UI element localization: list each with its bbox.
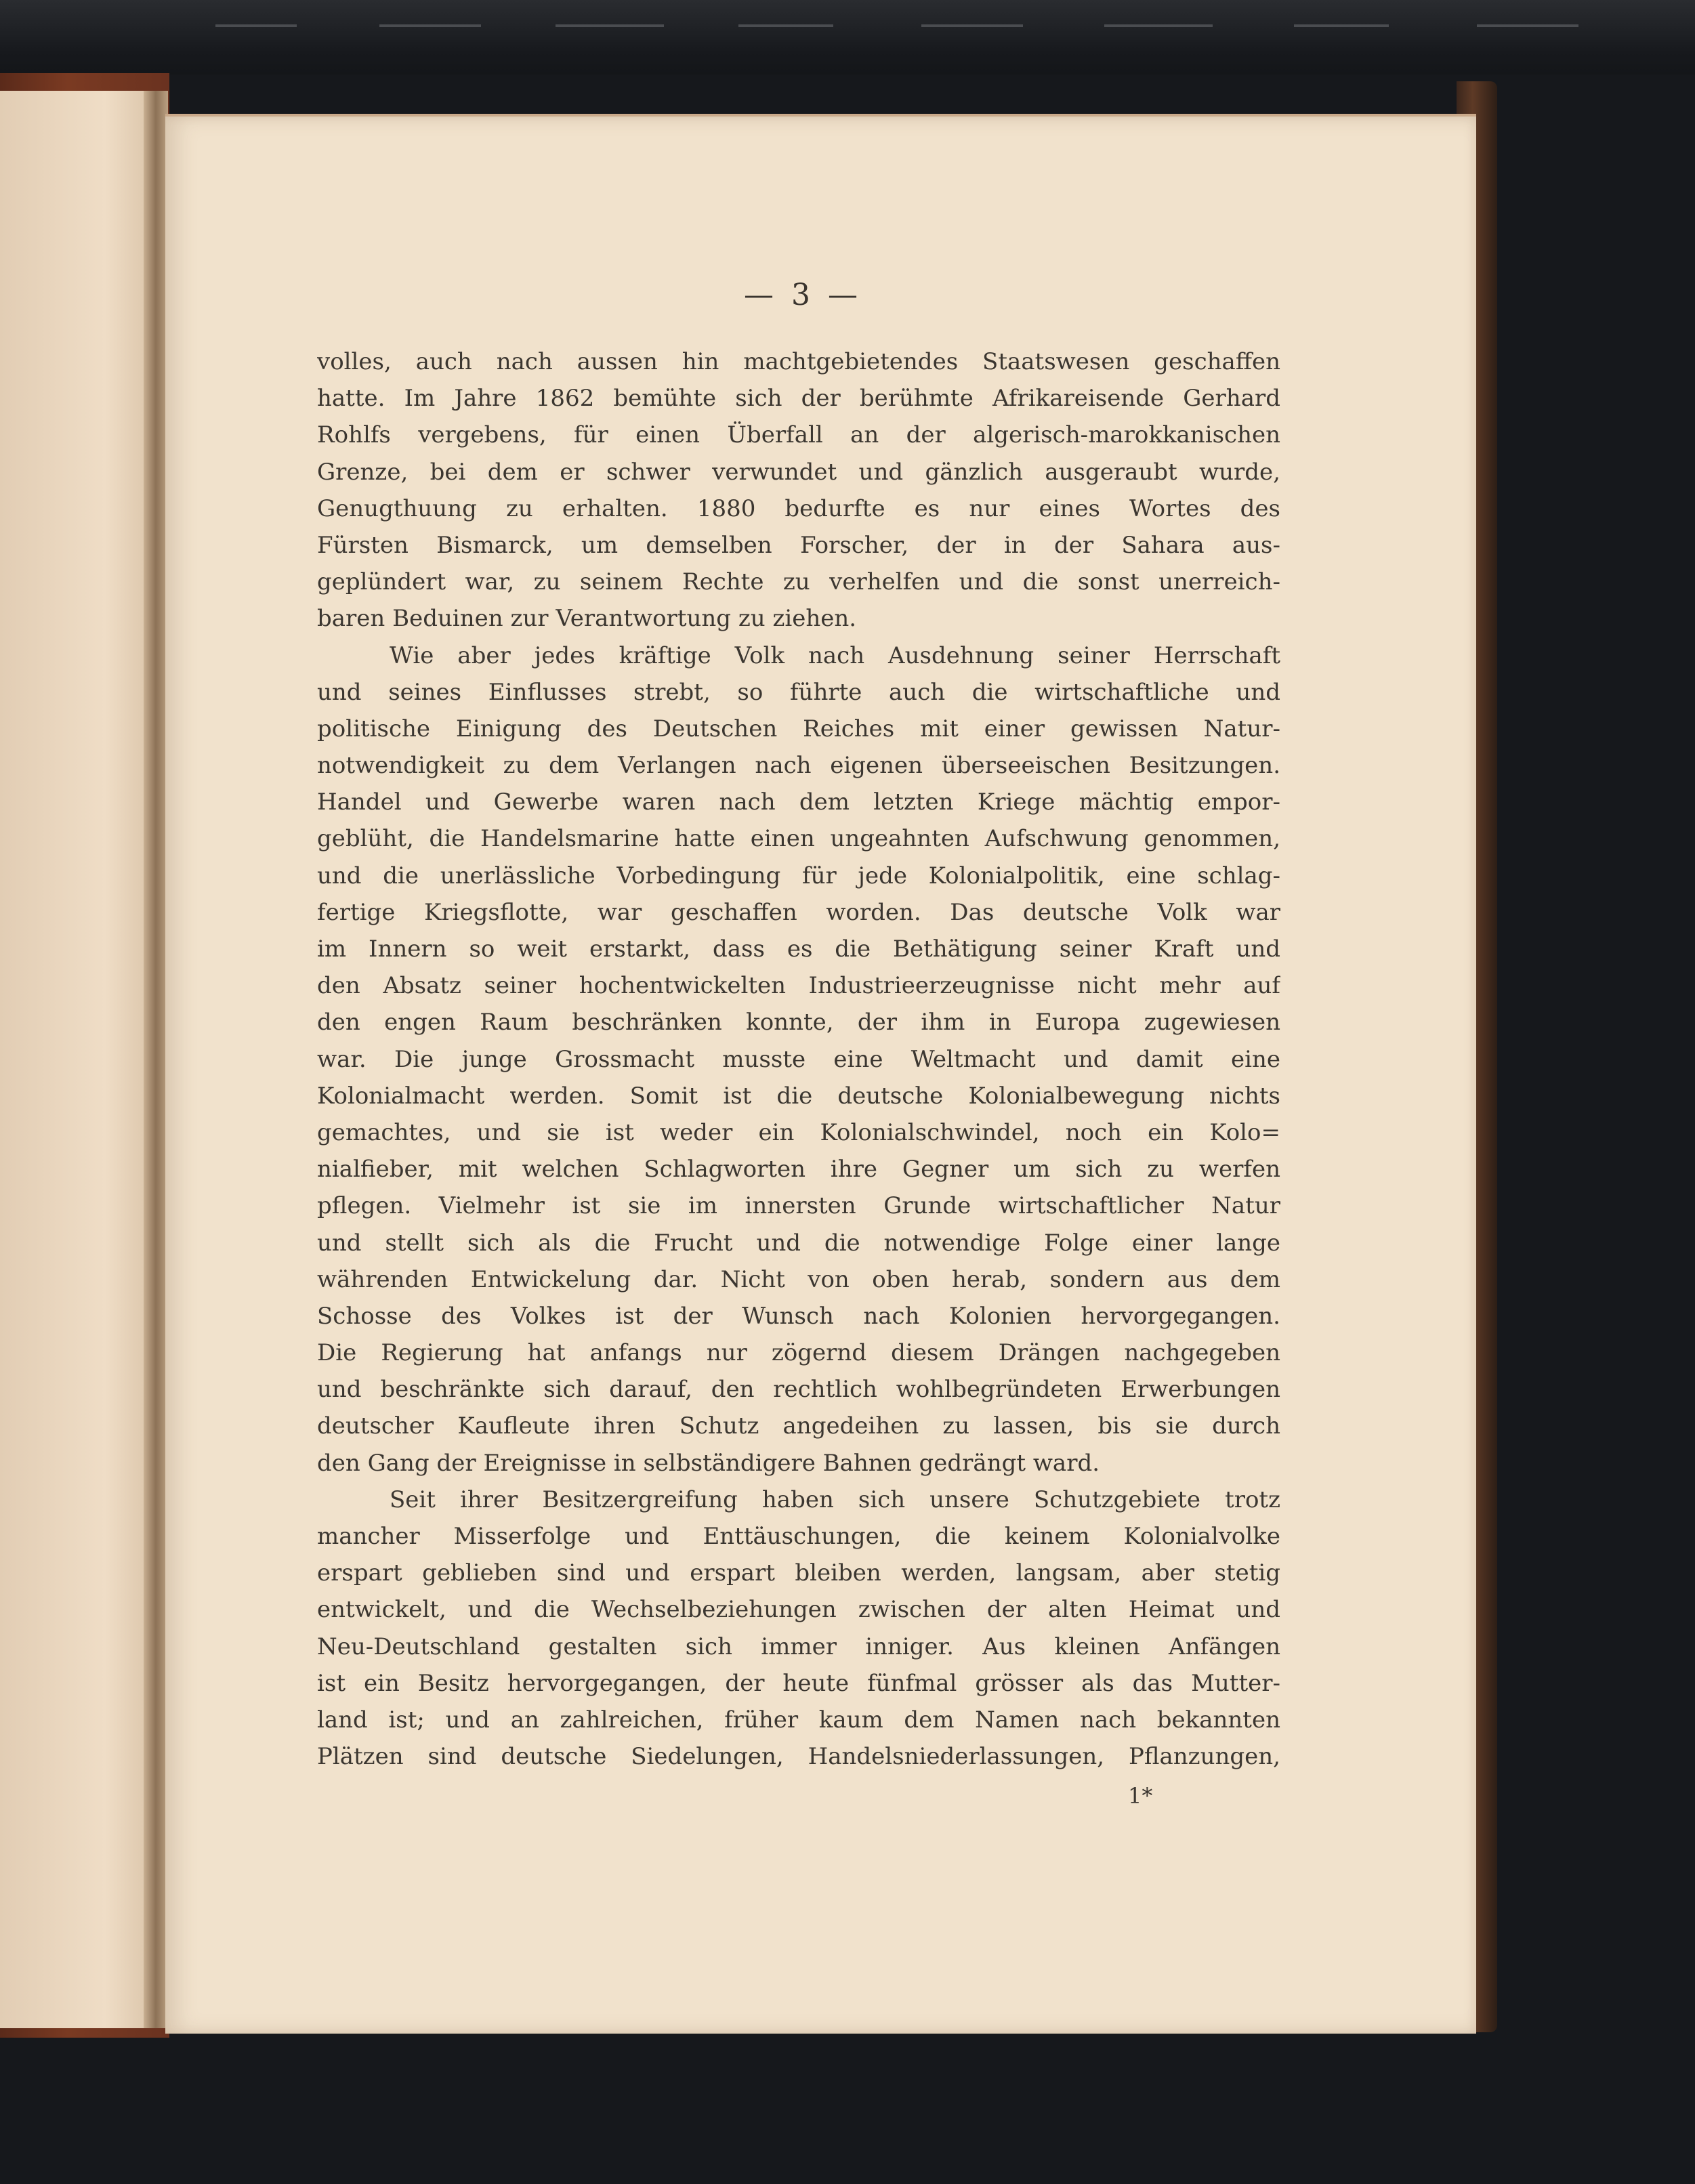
scan-mark xyxy=(1477,24,1578,27)
text-line: volles, auch nach aussen hin machtgebietendes Staatswesen geschaffen xyxy=(317,348,1280,375)
text-line: Seit ihrer Besitzergreifung haben sich unsere Schutzgebiete trotz xyxy=(390,1486,1280,1513)
text-line: gemachtes, und sie ist weder ein Kolonialschwindel, noch ein Kolo= xyxy=(317,1118,1280,1146)
text-line: war. Die junge Grossmacht musste eine Weltmacht und damit eine xyxy=(317,1045,1280,1073)
text-line: den Gang der Ereignisse in selbständigere Bahnen gedrängt ward. xyxy=(317,1449,1100,1477)
scan-mark xyxy=(1104,24,1213,27)
text-line: entwickelt, und die Wechselbeziehungen zwischen der alten Heimat und xyxy=(317,1596,1280,1624)
text-line: den Absatz seiner hochentwickelten Industrieerzeugnisse nicht mehr auf xyxy=(317,972,1280,1000)
scan-mark xyxy=(379,24,481,27)
text-line: Fürsten Bismarck, um demselben Forscher, der in der Sahara aus- xyxy=(317,531,1280,559)
text-line: fertige Kriegsflotte, war geschaffen worden. Das deutsche Volk war xyxy=(317,898,1280,926)
text-line: deutscher Kaufleute ihren Schutz angedeihen zu lassen, bis sie durch xyxy=(317,1412,1280,1440)
text-line: und seines Einflusses strebt, so führte auch die wirtschaftliche und xyxy=(317,678,1280,706)
text-line: baren Beduinen zur Verantwortung zu ziehen. xyxy=(317,605,857,633)
text-line: Grenze, bei dem er schwer verwundet und gänzlich ausgeraubt wurde, xyxy=(317,458,1280,486)
text-line: mancher Misserfolge und Enttäuschungen, die keinem Kolonialvolke xyxy=(317,1523,1280,1550)
text-line: Rohlfs vergebens, für einen Überfall an der algerisch-marokkanischen xyxy=(317,421,1280,449)
text-line: ist ein Besitz hervorgegangen, der heute fünfmal grösser als das Mutter- xyxy=(317,1669,1280,1697)
text-line: Neu-Deutschland gestalten sich immer inniger. Aus kleinen Anfängen xyxy=(317,1633,1280,1660)
scan-mark xyxy=(556,24,664,27)
page-number: — 3 — xyxy=(744,278,862,312)
text-line: Schosse des Volkes ist der Wunsch nach Kolonien hervorgegangen. xyxy=(317,1302,1280,1330)
book-gutter xyxy=(144,91,168,2028)
text-line: Die Regierung hat anfangs nur zögernd diesem Drängen nachgegeben xyxy=(317,1339,1280,1367)
signature-mark: 1* xyxy=(1128,1783,1153,1809)
body-text xyxy=(317,343,1280,1775)
text-line: geblüht, die Handelsmarine hatte einen ungeahnten Aufschwung genommen, xyxy=(317,825,1280,853)
text-line: Genugthuung zu erhalten. 1880 bedurfte es nur eines Wortes des xyxy=(317,495,1280,522)
text-line: geplündert war, zu seinem Rechte zu verhelfen und die sonst unerreich- xyxy=(317,568,1280,596)
text-line: Wie aber jedes kräftige Volk nach Ausdehnung seiner Herrschaft xyxy=(390,642,1280,669)
previous-page-edge xyxy=(0,91,150,2028)
text-line: politische Einigung des Deutschen Reiches mit einer gewissen Natur- xyxy=(317,715,1280,742)
text-line: im Innern so weit erstarkt, dass es die Bethätigung seiner Kraft und xyxy=(317,936,1280,963)
scan-mark xyxy=(738,24,833,27)
scan-mark xyxy=(921,24,1023,27)
text-line: pflegen. Vielmehr ist sie im innersten Grunde wirtschaftlicher Natur xyxy=(317,1192,1280,1220)
text-line: Handel und Gewerbe waren nach dem letzten Kriege mächtig empor- xyxy=(317,789,1280,816)
text-line: erspart geblieben sind und erspart bleiben werden, langsam, aber stetig xyxy=(317,1559,1280,1587)
scan-mark xyxy=(1294,24,1389,27)
text-line: nialfieber, mit welchen Schlagworten ihre Gegner um sich zu werfen xyxy=(317,1156,1280,1183)
text-line: Kolonialmacht werden. Somit ist die deutsche Kolonialbewegung nichts xyxy=(317,1082,1280,1110)
text-line: und stellt sich als die Frucht und die notwendige Folge einer lange xyxy=(317,1229,1280,1257)
text-line: und die unerlässliche Vorbedingung für jede Kolonialpolitik, eine schlag- xyxy=(317,862,1280,889)
text-line: und beschränkte sich darauf, den rechtlich wohlbegründeten Erwerbungen xyxy=(317,1376,1280,1404)
text-line: hatte. Im Jahre 1862 bemühte sich der berühmte Afrikareisende Gerhard xyxy=(317,385,1280,413)
text-line: den engen Raum beschränken konnte, der ihm in Europa zugewiesen xyxy=(317,1009,1280,1036)
scan-mark xyxy=(215,24,297,27)
text-line: notwendigkeit zu dem Verlangen nach eigenen überseeischen Besitzungen. xyxy=(317,752,1280,780)
text-line: Plätzen sind deutsche Siedelungen, Handelsniederlassungen, Pflanzungen, xyxy=(317,1743,1280,1771)
text-line: währenden Entwickelung dar. Nicht von oben herab, sondern aus dem xyxy=(317,1265,1280,1293)
scan-background-strip xyxy=(0,0,1695,75)
text-line: land ist; und an zahlreichen, früher kaum dem Namen nach bekannten xyxy=(317,1706,1280,1734)
